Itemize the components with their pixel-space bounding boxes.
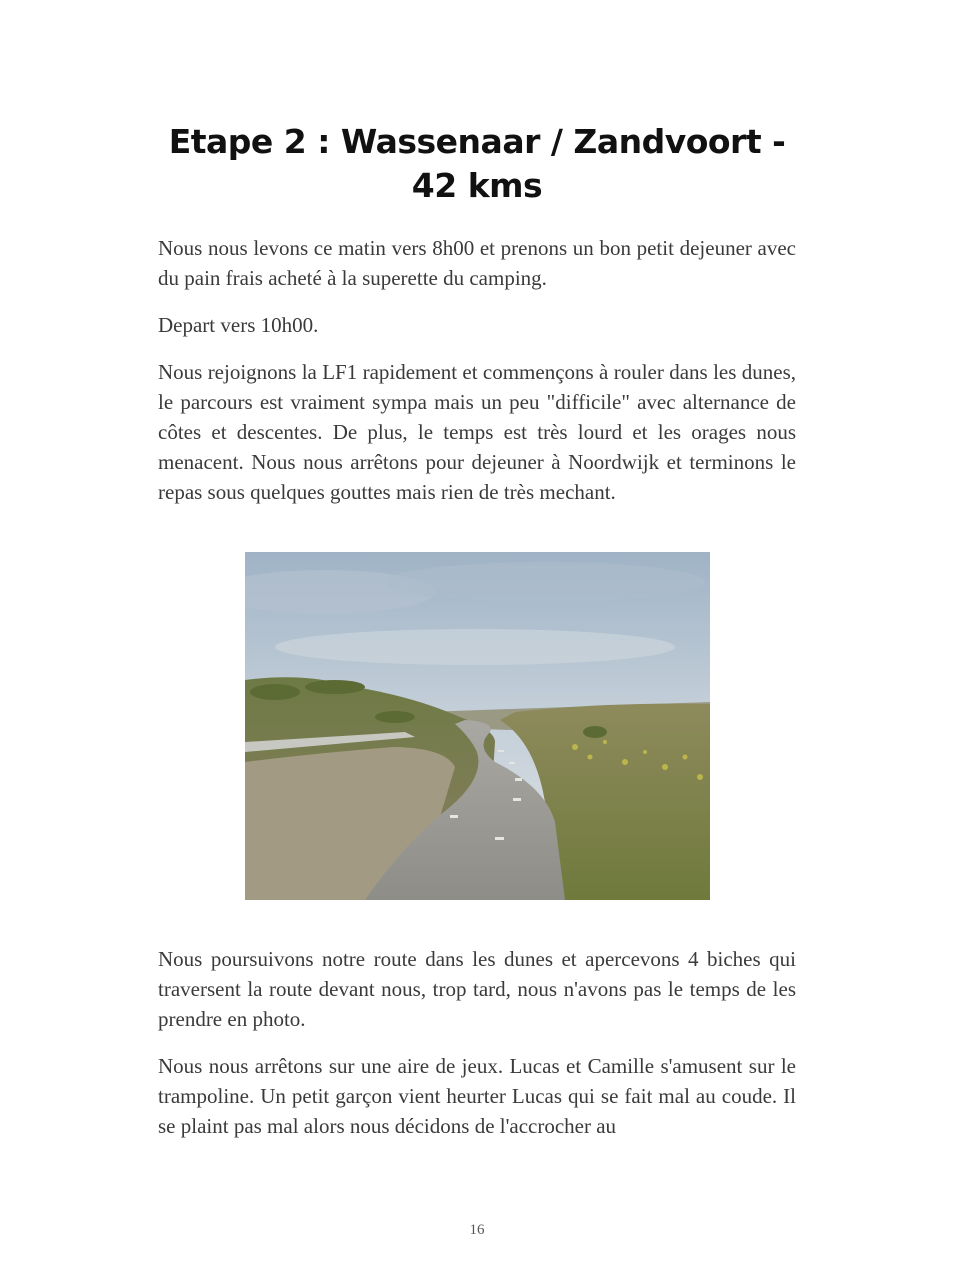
paragraph-playground: Nous nous arrêtons sur une aire de jeux. Lucas et Camille s'amusent sur le trampoline. Un petit garçon vient heurter Lucas qui se fait mal au coude. Il se plaint pas mal alors nous décidons de l'accrocher au (158, 1054, 796, 1138)
page-number: 16 (469, 1222, 485, 1238)
paragraph-dunes: Nous rejoignons la LF1 rapidement et commençons à rouler dans les dunes, le parcours est vraiment sympa mais un peu "difficile" avec alternance de côtes et descentes. De plus, le temps est très lourd et les orages nous menacent. Nous nous arrêtons pour dejeuner à Noordwijk et terminons le repas sous quelques gouttes mais rien de très mechant. (158, 360, 796, 504)
dune-bike-path-photo (245, 552, 710, 900)
paragraph-breakfast: Nous nous levons ce matin vers 8h00 et prenons un bon petit dejeuner avec du pain frais acheté à la superette du camping. (158, 236, 796, 290)
paragraph-deer: Nous poursuivons notre route dans les dunes et apercevons 4 biches qui traversent la route devant nous, trop tard, nous n'avons pas le temps de les prendre en photo. (158, 947, 796, 1031)
page-title: Etape 2 : Wassenaar / Zandvoort - 42 kms (168, 122, 786, 205)
paragraph-departure: Depart vers 10h00. (158, 313, 319, 337)
